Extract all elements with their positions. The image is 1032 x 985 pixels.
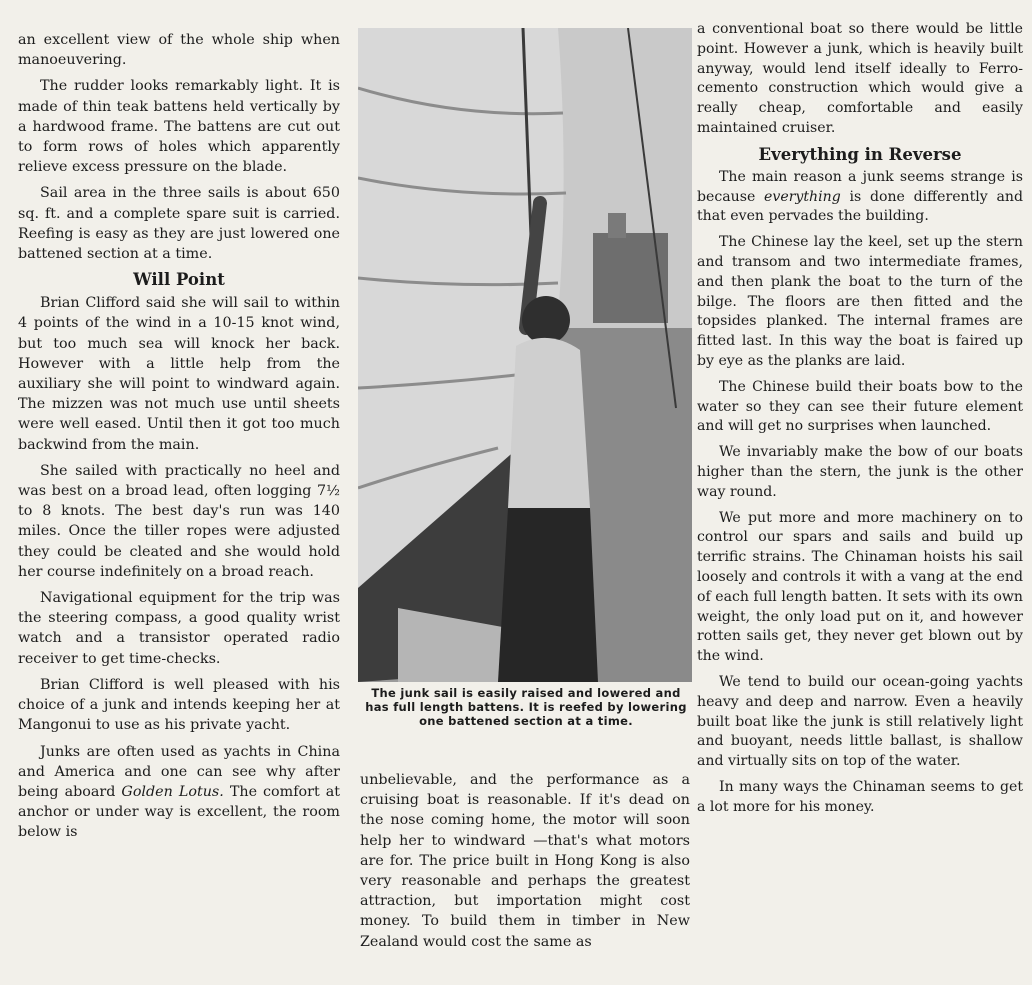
text-run: is done differently and that even pervades the building. [697,188,1023,225]
emphasis: everything [764,188,841,205]
paragraph: a conventional boat so there would be little point. However a junk, which is heavily built anyway, would lend itself ideally to Ferro-cemento construction which would give a really cheap, comfortable and easily maintained cruiser. [697,21,1023,136]
paragraph: Brian Clifford said she will sail to within 4 points of the wind in a 10-15 knot wind, but too much sea will knock her back. However with a little help from the auxiliary she will point to windward again. The mizzen was not much use until sheets were well eased. Until then it got too much backwind from the main. [18,295,340,453]
text-run: Junks are often used as yachts in China and America and one can see why after being aboard [18,743,340,800]
paragraph: an excellent view of the whole ship when manoeuvering. [18,32,340,69]
boat-name: Golden Lotus. [121,783,224,800]
section-heading-will-point: Will Point [133,270,225,290]
paragraph [697,168,1023,227]
paragraph: The rudder looks remarkably light. It is made of thin teak battens held vertically by a hardwood frame. The battens are cut out to form rows of holes which apparently relieve excess pressure on the blade. [18,78,340,176]
text-run: The main reason a junk seems strange is because [697,168,1023,205]
paragraph: In many ways the Chinaman seems to get a lot more for his money. [697,778,1023,815]
section-heading-everything-in-reverse: Everything in Reverse [758,144,962,164]
paragraph: Navigational equipment for the trip was the steering compass, a good quality wrist watch and a transistor operated radio receiver to get time-checks. [18,590,340,667]
article-column-middle [360,770,690,958]
paragraph: unbelievable, and the performance as a cruising boat is reasonable. If it's dead on the nose coming home, the motor will soon help her to windward —that's what motors are for. The price built in Hong Kong is also very reasonable and perhaps the greatest attraction, but importation might cost money. To build them in timber in New Zealand would cost the same as [360,772,690,950]
paragraph: We invariably make the bow of our boats higher than the stern, the junk is the other way round. [697,444,1023,500]
paragraph [18,742,340,843]
text-run: The comfort at anchor or under way is excellent, the room below is [18,783,340,841]
photo-caption: The junk sail is easily raised and lowered and has full length battens. It is reefed by lowering one battened section at a time. [365,686,687,728]
paragraph: Brian Clifford is well pleased with his choice of a junk and intends keeping her at Mangonui to use as his private yacht. [18,676,340,734]
article-column-right [697,20,1023,823]
paragraph: The Chinese lay the keel, set up the stern and transom and two intermediate frames, and then plank the boat to the turn of the bilge. The floors are then fitted and the topsides planked. The internal frames are fitted last. In this way the boat is faired up by eye as the planks are laid. [697,234,1023,369]
paragraph: The Chinese build their boats bow to the water so they can see their future element and will get no surprises when launched. [697,378,1023,435]
paragraph: Sail area in the three sails is about 650 sq. ft. and a complete spare suit is carried. Reefing is easy as they are just lowered one battened section at a time. [18,185,340,263]
paragraph: We tend to build our ocean-going yachts heavy and deep and narrow. Even a heavily built boat like the junk is still relatively light and buoyant, needs little ballast, is shallow and virtually sits on top of the water. [697,673,1023,770]
article-column-left [18,30,340,849]
junk-sail-photo [358,28,692,682]
paragraph: We put more and more machinery on to control our spars and sails and build up terrific strains. The Chinaman hoists his sail loosely and controls it with a vang at the end of each full length batten. It sets with its own weight, the only load put on it, and however rotten sails get, they never get blown out by the wind. [697,509,1023,665]
paragraph: She sailed with practically no heel and was best on a broad lead, often logging 7½ to 8 knots. The best day's run was 140 miles. Once the tiller ropes were adjusted they could be cleated and she would hold her course indefinitely on a broad reach. [18,462,340,580]
photo-illustration [358,28,692,682]
